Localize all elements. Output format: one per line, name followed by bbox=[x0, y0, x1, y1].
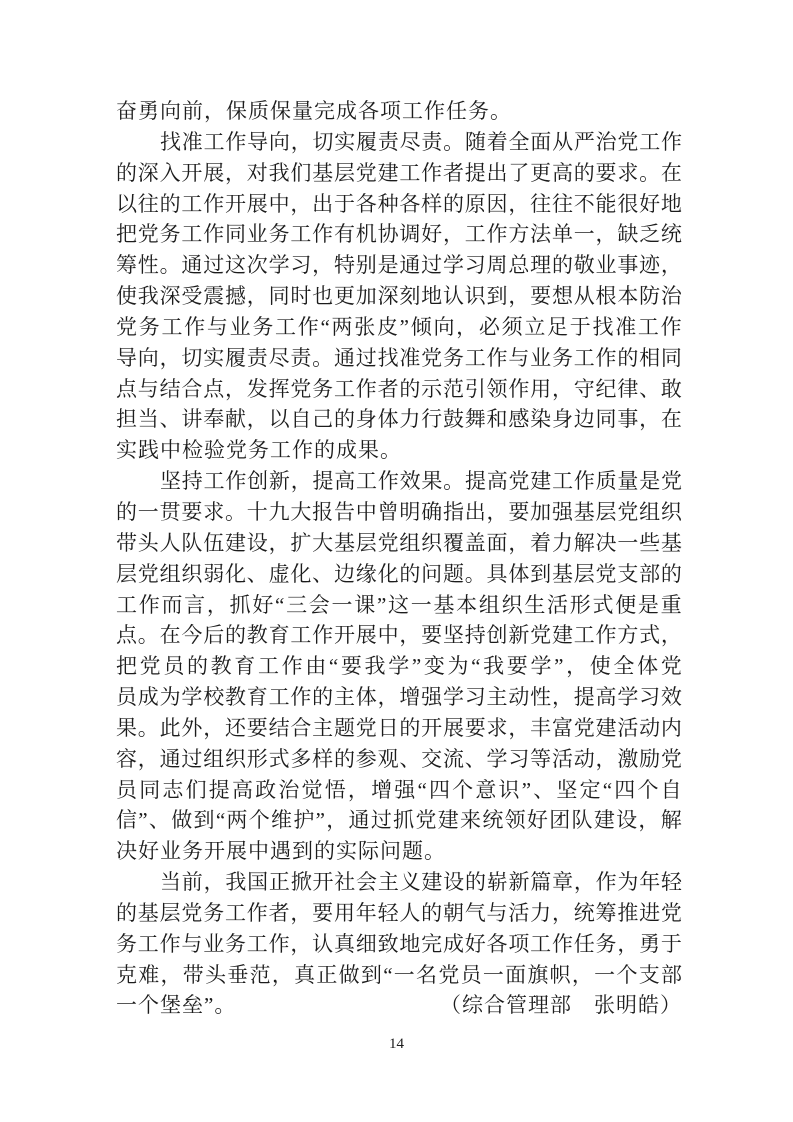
text-line: 带 头 人 队 伍 建 设 ， 扩 大 基 层 党 组 织 覆 盖 面 ， 着 力 解 决 一 些 基 bbox=[116, 530, 682, 555]
text-line: 的 深 入 开 展 ， 对 我 们 基 层 党 建 工 作 者 提 出 了 更 高 的 要 求 。 在 bbox=[116, 160, 682, 185]
text-line: 员 成 为 学 校 教 育 工 作 的 主 体 ， 增 强 学 习 主 动 性 ， 提 高 学 习 效 bbox=[116, 685, 682, 710]
text-line: 实践中检验党务工作的成果。 bbox=[116, 438, 402, 463]
attribution-text: （综合管理部 张明皓） bbox=[440, 993, 682, 1018]
text-line: 当 前 ， 我 国 正 掀 开 社 会 主 义 建 设 的 崭 新 篇 章 ， 作 为 年 轻 bbox=[160, 870, 682, 895]
text-line: 党 务 工 作 与 业 务 工 作 “ 两 张 皮 ” 倾 向 ， 必 须 立 足 于 找 准 工 作 bbox=[116, 314, 682, 339]
text-line: 找 准 工 作 导 向 ， 切 实 履 责 尽 责 。 随 着 全 面 从 严 治 党 工 作 bbox=[160, 129, 682, 154]
text-line: 务 工 作 与 业 务 工 作 ， 认 真 细 致 地 完 成 好 各 项 工 作 任 务 ， 勇 于 bbox=[116, 931, 682, 956]
text-line: 把 党 务 工 作 同 业 务 工 作 有 机 协 调 好 ， 工 作 方 法 单 一 ， 缺 乏 统 bbox=[116, 222, 682, 247]
text-line: 筹 性 。 通 过 这 次 学 习 ， 特 别 是 通 过 学 习 周 总 理 的 敬 业 事 迹 ， bbox=[116, 253, 682, 278]
text-line: 信 ” 、 做 到 “ 两 个 维 护 ” ， 通 过 抓 党 建 来 统 领 好 团 队 建 设 ， 解 bbox=[116, 808, 682, 833]
page-number: 14 bbox=[389, 1036, 404, 1052]
text-line: 点 与 结 合 点 ， 发 挥 党 务 工 作 者 的 示 范 引 领 作 用 ， 守 纪 律 、 敢 bbox=[116, 376, 682, 401]
text-line bbox=[116, 990, 682, 1021]
text-line: 员 同 志 们 提 高 政 治 觉 悟 ， 增 强 “ 四 个 意 识 ” 、 坚 定 “ 四 个 自 bbox=[116, 777, 682, 802]
text-line: 容 ， 通 过 组 织 形 式 多 样 的 参 观 、 交 流 、 学 习 等 活 动 ， 激 励 党 bbox=[116, 746, 682, 771]
text-line: 坚 持 工 作 创 新 ， 提 高 工 作 效 果 。 提 高 党 建 工 作 质 量 是 党 bbox=[160, 469, 682, 494]
text-line: 把 党 员 的 教 育 工 作 由 “ 要 我 学 ” 变 为 “ 我 要 学 ” ， 使 全 体 党 bbox=[116, 654, 682, 679]
text-line: 的 基 层 党 务 工 作 者 ， 要 用 年 轻 人 的 朝 气 与 活 力 ， 统 筹 推 进 党 bbox=[116, 900, 682, 925]
text-line: 决好业务开展中遇到的实际问题。 bbox=[116, 839, 446, 864]
text-line: 点 。 在 今 后 的 教 育 工 作 开 展 中 ， 要 坚 持 创 新 党 建 工 作 方 式 ， bbox=[116, 623, 682, 648]
text-line: 使 我 深 受 震 撼 ， 同 时 也 更 加 深 刻 地 认 识 到 ， 要 想 从 根 本 防 治 bbox=[116, 284, 682, 309]
text-line: 担 当 、 讲 奉 献 ， 以 自 己 的 身 体 力 行 鼓 舞 和 感 染 身 边 同 事 ， 在 bbox=[116, 407, 682, 432]
text-line: 以 往 的 工 作 开 展 中 ， 出 于 各 种 各 样 的 原 因 ， 往 往 不 能 很 好 地 bbox=[116, 191, 682, 216]
text-line: 工 作 而 言 ， 抓 好 “ 三 会 一 课 ” 这 一 基 本 组 织 生 活 形 式 便 是 重 bbox=[116, 592, 682, 617]
text-block bbox=[116, 96, 682, 1021]
text-line: 层 党 组 织 弱 化 、 虚 化 、 边 缘 化 的 问 题 。 具 体 到 基 层 党 支 部 的 bbox=[116, 561, 682, 586]
text-line: 的 一 贯 要 求 。 十 九 大 报 告 中 曾 明 确 指 出 ， 要 加 强 基 层 党 组 织 bbox=[116, 499, 682, 524]
text-line: 克 难 ， 带 头 垂 范 ， 真 正 做 到 “ 一 名 党 员 一 面 旗 帜 ， 一 个 支 部 bbox=[116, 962, 682, 987]
text-line: 果 。 此 外 ， 还 要 结 合 主 题 党 日 的 开 展 要 求 ， 丰 富 党 建 活 动 内 bbox=[116, 715, 682, 740]
text-line: 导 向 ， 切 实 履 责 尽 责 。 通 过 找 准 党 务 工 作 与 业 务 工 作 的 相 同 bbox=[116, 345, 682, 370]
paragraph-end-text: 一个堡垒”。 bbox=[116, 993, 237, 1018]
text-line: 奋勇向前，保质保量完成各项工作任务。 bbox=[116, 99, 512, 123]
